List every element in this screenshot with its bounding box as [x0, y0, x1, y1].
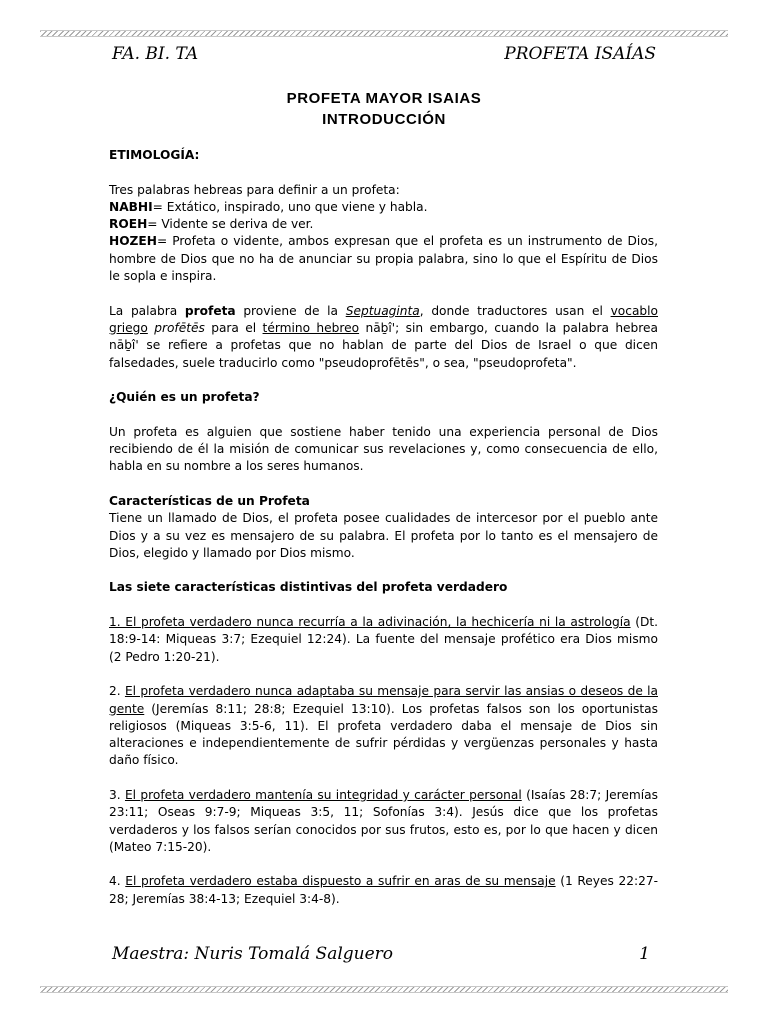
list-item — [109, 683, 658, 769]
item-3-statement: El profeta verdadero mantenía su integridad y carácter personal — [124, 787, 522, 802]
palabra-text-2: proviene de la — [235, 303, 346, 318]
caracteristicas-block — [109, 493, 658, 562]
nabhi-term: NABHI — [109, 199, 153, 214]
palabra-text-6: nāḇî'; sin embargo, cuando la palabra hebrea nāḇî' se refiere a profetas que no hablan de parte del Dios de Israel o que dicen falsedades, suele traducirlo como "pseudoprofētēs", o sea, "pseudoprofeta". — [109, 320, 658, 370]
footer-teacher: Maestra: Nuris Tomalá Salguero — [112, 944, 394, 964]
profetes-term: profētēs — [154, 320, 205, 335]
vocablo-griego-link[interactable]: vocablo griego — [109, 303, 659, 335]
document-title: PROFETA MAYOR ISAIAS — [286, 90, 482, 107]
bottom-decorative-border — [40, 986, 728, 993]
document-body — [109, 147, 658, 908]
list-item — [109, 873, 658, 908]
item-number: 4. — [109, 874, 126, 889]
palabra-text-1: La palabra — [109, 303, 185, 318]
item-4-statement: El profeta verdadero estaba dispuesto a sufrir en aras de su mensaje — [125, 874, 556, 889]
palabra-paragraph — [109, 303, 658, 372]
list-item — [109, 787, 658, 856]
siete-heading: Las siete características distintivas del profeta verdadero — [109, 580, 508, 595]
item-number: 3. — [109, 787, 125, 802]
header-right-text: PROFETA ISAÍAS — [504, 44, 656, 64]
list-item — [109, 614, 658, 666]
item-3-detail: (Isaías 28:7; Jeremías 23:11; Oseas 9:7-9; Miqueas 3:5, 11; Sofonías 3:4). Jesús dice que los profetas verdaderos y los falsos serían conocidos por sus frutos, esto es, por lo que hacen y dicen (Mateo 7:15-20). — [109, 787, 658, 854]
roeh-definition: = Vidente se deriva de ver. — [147, 217, 314, 232]
roeh-term: ROEH — [109, 217, 148, 232]
item-1-detail: (Dt. 18:9-14: Miqueas 3:7; Ezequiel 12:24). La fuente del mensaje profético era Dios mismo (2 Pedro 1:20-21). — [109, 615, 658, 664]
hozeh-term: HOZEH — [109, 234, 157, 249]
item-1-statement: 1. El profeta verdadero nunca recurría a la adivinación, la hechicería ni la astrología — [109, 615, 631, 630]
header-left-text: FA. BI. TA — [112, 44, 199, 64]
nabhi-definition: = Extático, inspirado, uno que viene y habla. — [152, 199, 428, 214]
palabra-text-5: para el — [204, 320, 263, 335]
septuaginta-link[interactable]: Septuaginta — [345, 303, 420, 318]
top-decorative-border — [40, 30, 728, 37]
item-2-detail: (Jeremías 8:11; 28:8; Ezequiel 13:10). Los profetas falsos son los oportunistas religiosos (Miqueas 3:5-6, 11). El profeta verdadero daba el mensaje de Dios sin alteraciones e independientemente de sufrir pérdidas y vergüenzas personales y hasta daño físico. — [109, 701, 658, 768]
caracteristicas-text: Tiene un llamado de Dios, el profeta posee cualidades de intercesor por el pueblo ante Dios y a su vez es mensajero de su palabra. El profeta por lo tanto es el mensajero de Dios, elegido y llamado por Dios mismo. — [109, 511, 658, 560]
etimologia-block — [109, 182, 658, 286]
etimologia-intro: Tres palabras hebreas para definir a un profeta: — [109, 182, 400, 197]
palabra-text-3: , donde traductores usan el — [419, 303, 611, 318]
page-number: 1 — [639, 944, 650, 964]
hozeh-definition: = Profeta o vidente, ambos expresan que el profeta es un instrumento de Dios, hombre de Dios que no ha de anunciar su propia palabra, sino lo que el Espíritu de Dios le sopla e inspira. — [109, 234, 658, 284]
quien-paragraph: Un profeta es alguien que sostiene haber tenido una experiencia personal de Dios recibiendo de él la misión de comunicar sus revelaciones y, como consecuencia de ello, habla en su nombre a los seres humanos. — [109, 424, 658, 474]
item-2-statement: El profeta verdadero nunca adaptaba su mensaje para servir las ansias o deseos de la gente — [109, 684, 658, 716]
etimologia-heading: ETIMOLOGÍA: — [109, 148, 200, 162]
quien-heading: ¿Quién es un profeta? — [109, 390, 260, 405]
title-block — [0, 88, 768, 130]
caracteristicas-heading: Características de un Profeta — [109, 493, 310, 508]
termino-hebreo-link[interactable]: término hebreo — [262, 320, 360, 335]
item-4-detail: (1 Reyes 22:27-28; Jeremías 38:4-13; Ezequiel 3:4-8). — [109, 874, 658, 906]
document-subtitle: INTRODUCCIÓN — [322, 111, 446, 128]
palabra-profeta: profeta — [184, 303, 236, 318]
item-number: 2. — [109, 684, 125, 699]
